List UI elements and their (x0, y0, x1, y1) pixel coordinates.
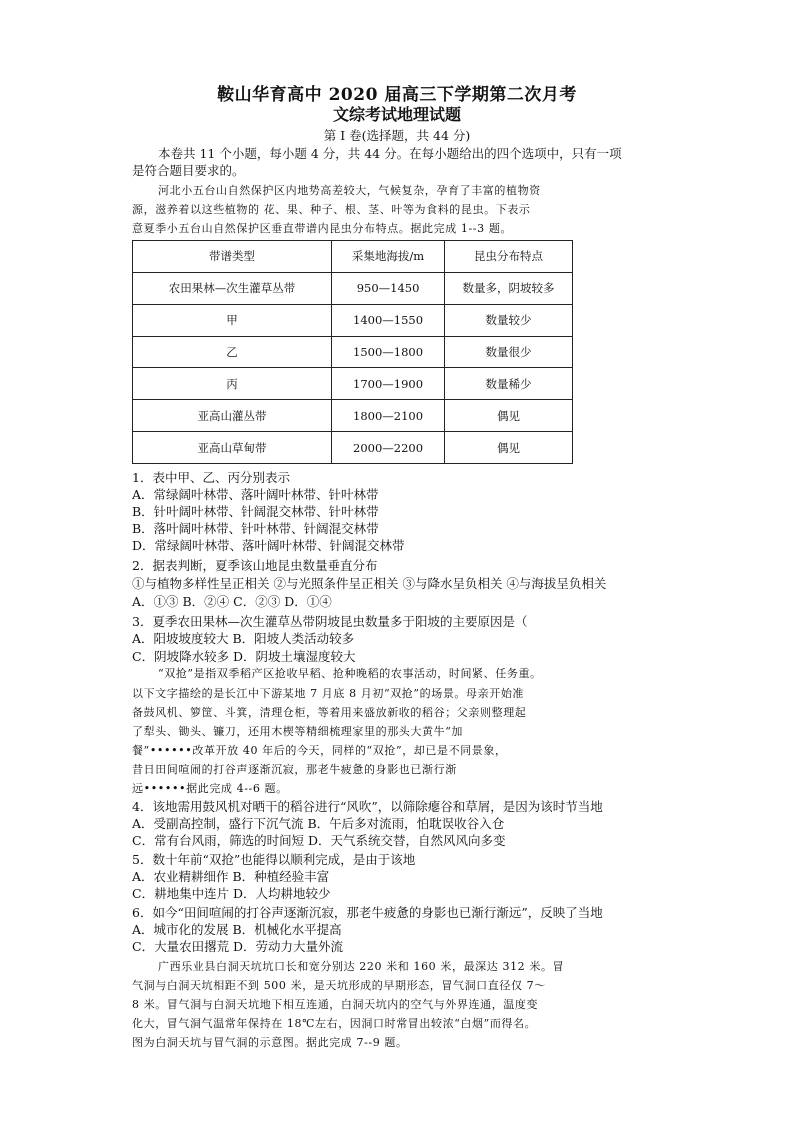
passage-line: 以下文字描绘的是长江中下游某地 7 月底 8 月初“双抢”的场景。母亲开始准 (132, 687, 525, 700)
table-row (133, 272, 573, 304)
answer-option: C．常有台风雨，筛选的时间短 D．天气系统交替，自然风风向多变 (132, 833, 506, 848)
table-header-cell: 采集地海拔/m (332, 241, 445, 273)
intro-line: 是符合题目要求的。 (132, 163, 245, 178)
answer-option: A．城市化的发展 B．机械化水平提高 (132, 922, 342, 937)
table-cell: 乙 (133, 336, 332, 368)
question-stem: 4．该地需用鼓风机对晒干的稻谷进行“风吹”，以筛除瘪谷和草屑，是因为该时节当地 (132, 799, 603, 814)
table-header-cell: 昆虫分布特点 (445, 241, 573, 273)
table-cell: 1700—1900 (332, 368, 445, 400)
answer-option: A．①③ B．②④ C．②③ D．①④ (132, 594, 332, 609)
passage-line: 图为白洞天坑与冒气洞的示意图。据此完成 7--9 题。 (132, 1036, 408, 1049)
table-cell: 数量较少 (445, 304, 573, 336)
passage-line: 源，滋养着以这些植物的 花、果、种子、根、茎、叶等为食料的昆虫。下表示 (132, 203, 531, 216)
table-row (133, 432, 573, 464)
passage-line: 餐”••••••改革开放 40 年后的今天，同样的“双抢”，却已是不同景象， (132, 744, 507, 757)
passage-line: 8 米。冒气洞与白洞天坑地下相互连通，白洞天坑内的空气与外界连通，温度变 (132, 998, 539, 1011)
table-cell: 1400—1550 (332, 304, 445, 336)
table-row (133, 368, 573, 400)
table-cell: 偶见 (445, 432, 573, 464)
section-heading: 第 I 卷(选择题，共 44 分) (323, 128, 471, 143)
table-cell: 亚高山草甸带 (133, 432, 332, 464)
answer-option: A．常绿阔叶林带、落叶阔叶林带、针叶林带 (132, 487, 379, 502)
table-cell: 950—1450 (332, 272, 445, 304)
exam-title: 鞍山华育高中 2020 届高三下学期第二次月考 (217, 85, 577, 105)
answer-option: C．耕地集中连片 D．人均耕地较少 (132, 886, 331, 901)
table-cell: 数量很少 (445, 336, 573, 368)
table-cell: 数量多，阴坡较多 (445, 272, 573, 304)
passage-line: 远••••••据此完成 4--6 题。 (132, 782, 288, 795)
passage-line: 河北小五台山自然保护区内地势高差较大，气候复杂，孕育了丰富的植物资 (158, 184, 541, 197)
answer-option: B．落叶阔叶林带、针叶林带、针阔混交林带 (132, 521, 379, 536)
passage-line: 气洞与白洞天坑相距不到 500 米，是天坑形成的早期形态，冒气洞口直径仅 7～ (132, 979, 546, 992)
table-cell: 2000—2200 (332, 432, 445, 464)
answer-option: C．阴坡降水较多 D．阴坡土壤湿度较大 (132, 649, 356, 664)
answer-option: D．常绿阔叶林带、落叶阔叶林带、针阔混交林带 (132, 538, 405, 553)
table-cell: 亚高山灌丛带 (133, 400, 332, 432)
passage-line: 意夏季小五台山自然保护区垂直带谱内昆虫分布特点。据此完成 1--3 题。 (132, 222, 513, 235)
answer-option: B．针叶阔叶林带、针阔混交林带、针叶林带 (132, 504, 379, 519)
passage-line: 化大，冒气洞气温常年保持在 18℃左右，因洞口时常冒出较浓“白烟”而得名。 (132, 1017, 537, 1030)
answer-option: A．阳坡坡度较大 B．阳坡人类活动较多 (132, 631, 355, 646)
table-row (133, 400, 573, 432)
insect-distribution-table (132, 240, 573, 464)
intro-line: 本卷共 11 个小题，每小题 4 分，共 44 分。在每小题给出的四个选项中，只有一项 (158, 146, 622, 161)
answer-option: A．农业精耕细作 B．种植经验丰富 (132, 869, 330, 884)
answer-option: A．受副高控制，盛行下沉气流 B．午后多对流雨，怕耽误收谷入仓 (132, 816, 505, 831)
table-header-cell: 带谱类型 (133, 241, 332, 273)
passage-line: “双抢”是指双季稻产区抢收早稻、抢种晚稻的农事活动，时间紧、任务重。 (158, 667, 542, 680)
table-cell: 偶见 (445, 400, 573, 432)
table-cell: 甲 (133, 304, 332, 336)
passage-line: 了犁头、锄头、镰刀，还用木楔等精细梳理家里的那头大黄牛“加 (132, 725, 464, 738)
question-stem: 5．数十年前“双抢”也能得以顺利完成，是由于该地 (132, 852, 416, 867)
question-stem: 1．表中甲、乙、丙分别表示 (132, 470, 290, 485)
table-cell: 数量稀少 (445, 368, 573, 400)
question-stem: 2．据表判断，夏季该山地昆虫数量垂直分布 (132, 558, 378, 573)
question-statements: ①与植物多样性呈正相关 ②与光照条件呈正相关 ③与降水呈负相关 ④与海拔呈负相关 (132, 576, 607, 591)
table-row (133, 336, 573, 368)
passage-line: 广西乐业县白洞天坑坑口长和宽分别达 220 米和 160 米，最深达 312 米。冒 (158, 960, 565, 973)
table-row (133, 304, 573, 336)
table-cell: 农田果林—次生灌草丛带 (133, 272, 332, 304)
table-cell: 丙 (133, 368, 332, 400)
question-stem: 6．如今“田间喧闹的打谷声逐渐沉寂，那老牛疲惫的身影也已渐行渐远”，反映了当地 (132, 905, 603, 920)
question-stem: 3．夏季农田果林—次生灌草丛带阴坡昆虫数量多于阳坡的主要原因是（ (132, 614, 528, 629)
passage-line: 备鼓风机、箩筐、斗箕，清理仓柜，等着用来盛放新收的稻谷；父亲则整理起 (132, 706, 527, 719)
table-header-row (133, 241, 573, 273)
answer-option: C．大量农田撂荒 D．劳动力大量外流 (132, 939, 344, 954)
exam-subtitle: 文综考试地理试题 (332, 105, 461, 124)
table-cell: 1800—2100 (332, 400, 445, 432)
table-cell: 1500—1800 (332, 336, 445, 368)
passage-line: 昔日田间喧闹的打谷声逐渐沉寂，那老牛疲惫的身影也已渐行渐 (132, 763, 457, 776)
